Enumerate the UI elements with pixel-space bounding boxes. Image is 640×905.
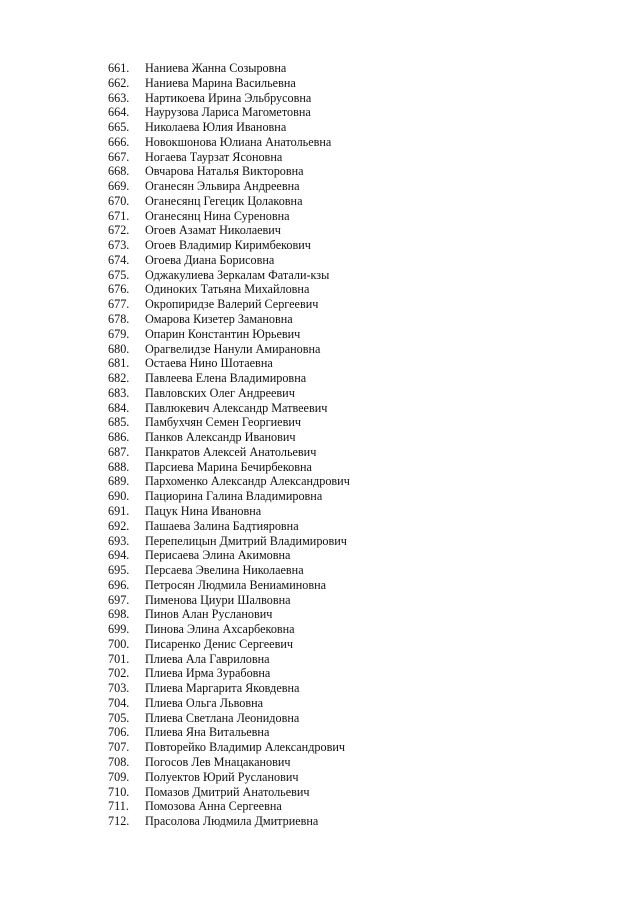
list-item: [108, 297, 350, 312]
entry-name: Павлеева Елена Владимировна: [145, 371, 307, 386]
list-item: [108, 460, 350, 475]
entry-number: 689.: [108, 474, 130, 489]
entry-name: Наниева Марина Васильевна: [145, 75, 296, 90]
list-item: [108, 342, 350, 357]
list-item: [108, 209, 350, 224]
list-item: [108, 519, 350, 534]
entry-name: Пинов Алан Русланович: [145, 607, 273, 622]
entry-name: Оганесянц Гегецик Цолаковна: [145, 193, 303, 208]
entry-name: Огоев Владимир Киримбекович: [145, 238, 311, 253]
entry-name: Помазов Дмитрий Анатольевич: [145, 784, 310, 799]
list-item: [108, 401, 350, 416]
entry-number: 691.: [108, 503, 130, 518]
list-item: [108, 563, 350, 578]
entry-name: Оджакулиева Зеркалам Фатали-кзы: [145, 267, 330, 282]
list-item: [108, 755, 350, 770]
entry-name: Огоева Диана Борисовна: [145, 252, 275, 267]
list-item: [108, 238, 350, 253]
entry-name: Панкратов Алексей Анатольевич: [145, 444, 317, 459]
entry-number: 661.: [108, 61, 130, 75]
entry-number: 675.: [108, 267, 130, 282]
entry-number: 704.: [108, 695, 130, 710]
entry-name: Полуектов Юрий Русланович: [145, 769, 299, 784]
list-item: [108, 91, 350, 106]
list-item: [108, 430, 350, 445]
entry-number: 664.: [108, 105, 130, 120]
entry-number: 678.: [108, 312, 130, 327]
entry-name: Пархоменко Александр Александрович: [145, 474, 350, 489]
entry-number: 706.: [108, 725, 130, 740]
list-item: [108, 415, 350, 430]
entry-name: Прасолова Людмила Дмитриевна: [145, 814, 319, 829]
list-item: [108, 194, 350, 209]
entry-number: 686.: [108, 430, 130, 445]
name-list: [108, 61, 350, 829]
entry-number: 690.: [108, 489, 130, 504]
entry-name: Наурузова Лариса Магометовна: [145, 105, 311, 120]
entry-number: 710.: [108, 784, 130, 799]
list-item: [108, 253, 350, 268]
entry-number: 663.: [108, 90, 130, 105]
entry-number: 680.: [108, 341, 130, 356]
list-item: [108, 445, 350, 460]
entry-number: 688.: [108, 459, 130, 474]
entry-number: 685.: [108, 415, 130, 430]
list-item: [108, 725, 350, 740]
list-item: [108, 578, 350, 593]
entry-number: 667.: [108, 149, 130, 164]
entry-name: Плиева Маргарита Яковдевна: [145, 681, 300, 696]
list-item: [108, 268, 350, 283]
entry-number: 672.: [108, 223, 130, 238]
entry-name: Пациорина Галина Владимировна: [145, 489, 323, 504]
entry-number: 673.: [108, 238, 130, 253]
list-item: [108, 548, 350, 563]
entry-number: 674.: [108, 252, 130, 267]
entry-number: 662.: [108, 75, 130, 90]
list-item: [108, 799, 350, 814]
entry-name: Одиноких Татьяна Михайловна: [145, 282, 310, 297]
entry-number: 665.: [108, 120, 130, 135]
entry-name: Перепелицын Дмитрий Владимирович: [145, 533, 347, 548]
entry-number: 709.: [108, 769, 130, 784]
entry-name: Оганесян Эльвира Андреевна: [145, 179, 300, 194]
entry-name: Николаева Юлия Ивановна: [145, 120, 287, 135]
entry-name: Повторейко Владимир Александрович: [145, 740, 345, 755]
entry-number: 700.: [108, 636, 130, 651]
list-item: [108, 371, 350, 386]
entry-name: Опарин Константин Юрьевич: [145, 326, 301, 341]
entry-number: 712.: [108, 814, 130, 829]
list-item: [108, 356, 350, 371]
entry-number: 682.: [108, 371, 130, 386]
entry-name: Парсиева Марина Бечирбековна: [145, 459, 312, 474]
entry-name: Овчарова Наталья Викторовна: [145, 164, 304, 179]
entry-number: 669.: [108, 179, 130, 194]
list-item: [108, 312, 350, 327]
entry-number: 701.: [108, 651, 130, 666]
entry-number: 666.: [108, 134, 130, 149]
entry-name: Наниева Жанна Созыровна: [145, 61, 287, 75]
list-item: [108, 105, 350, 120]
entry-name: Погосов Лев Мнацаканович: [145, 754, 291, 769]
entry-name: Орагвелидзе Нанули Амирановна: [145, 341, 321, 356]
list-item: [108, 770, 350, 785]
list-item: [108, 76, 350, 91]
entry-number: 695.: [108, 563, 130, 578]
entry-number: 684.: [108, 400, 130, 415]
entry-name: Павлюкевич Александр Матвеевич: [145, 400, 328, 415]
list-item: [108, 740, 350, 755]
list-item: [108, 681, 350, 696]
list-item: [108, 179, 350, 194]
entry-number: 698.: [108, 607, 130, 622]
list-item: [108, 666, 350, 681]
entry-name: Плиева Светлана Леонидовна: [145, 710, 300, 725]
list-item: [108, 120, 350, 135]
list-item: [108, 534, 350, 549]
list-item: [108, 593, 350, 608]
list-item: [108, 150, 350, 165]
list-item: [108, 61, 350, 76]
entry-name: Окропиридзе Валерий Сергеевич: [145, 297, 319, 312]
list-item: [108, 622, 350, 637]
entry-name: Оганесянц Нина Суреновна: [145, 208, 290, 223]
entry-number: 702.: [108, 666, 130, 681]
list-item: [108, 814, 350, 829]
entry-name: Павловских Олег Андреевич: [145, 385, 295, 400]
entry-number: 683.: [108, 385, 130, 400]
entry-name: Петросян Людмила Вениаминовна: [145, 577, 327, 592]
entry-name: Пацук Нина Ивановна: [145, 503, 262, 518]
entry-number: 671.: [108, 208, 130, 223]
entry-number: 707.: [108, 740, 130, 755]
entry-name: Пинова Элина Ахсарбековна: [145, 622, 295, 637]
list-item: [108, 135, 350, 150]
entry-number: 703.: [108, 681, 130, 696]
entry-name: Помозова Анна Сергеевна: [145, 799, 282, 814]
entry-number: 679.: [108, 326, 130, 341]
entry-number: 693.: [108, 533, 130, 548]
list-item: [108, 607, 350, 622]
entry-name: Плиева Яна Витальевна: [145, 725, 270, 740]
entry-name: Перисаева Элина Акимовна: [145, 548, 291, 563]
list-item: [108, 785, 350, 800]
entry-name: Пашаева Залина Бадтияровна: [145, 518, 299, 533]
list-item: [108, 327, 350, 342]
entry-name: Омарова Кизетер Замановна: [145, 312, 293, 327]
entry-number: 705.: [108, 710, 130, 725]
entry-number: 676.: [108, 282, 130, 297]
entry-number: 668.: [108, 164, 130, 179]
list-item: [108, 652, 350, 667]
entry-name: Персаева Эвелина Николаевна: [145, 563, 304, 578]
entry-name: Нартикоева Ирина Эльбрусовна: [145, 90, 312, 105]
entry-name: Огоев Азамат Николаевич: [145, 223, 281, 238]
entry-name: Писаренко Денис Сергеевич: [145, 636, 293, 651]
list-item: [108, 474, 350, 489]
list-item: [108, 711, 350, 726]
entry-number: 677.: [108, 297, 130, 312]
entry-name: Памбухчян Семен Георгиевич: [145, 415, 301, 430]
entry-number: 694.: [108, 548, 130, 563]
entry-number: 696.: [108, 577, 130, 592]
entry-number: 681.: [108, 356, 130, 371]
entry-name: Панков Александр Иванович: [145, 430, 296, 445]
list-item: [108, 637, 350, 652]
entry-name: Плиева Ала Гавриловна: [145, 651, 270, 666]
list-item: [108, 223, 350, 238]
entry-number: 670.: [108, 193, 130, 208]
list-item: [108, 504, 350, 519]
entry-number: 692.: [108, 518, 130, 533]
entry-number: 699.: [108, 622, 130, 637]
list-item: [108, 386, 350, 401]
list-item: [108, 282, 350, 297]
list-item: [108, 696, 350, 711]
entry-name: Ногаева Таурзат Ясоновна: [145, 149, 283, 164]
list-item: [108, 489, 350, 504]
entry-number: 687.: [108, 444, 130, 459]
entry-number: 697.: [108, 592, 130, 607]
entry-name: Пименова Циури Шалвовна: [145, 592, 291, 607]
entry-name: Плиева Ольга Львовна: [145, 695, 264, 710]
entry-name: Плиева Ирма Зурабовна: [145, 666, 271, 681]
list-item: [108, 164, 350, 179]
entry-name: Новокшонова Юлиана Анатольевна: [145, 134, 332, 149]
entry-number: 708.: [108, 754, 130, 769]
entry-name: Остаева Нино Шотаевна: [145, 356, 273, 371]
entry-number: 711.: [108, 799, 129, 814]
